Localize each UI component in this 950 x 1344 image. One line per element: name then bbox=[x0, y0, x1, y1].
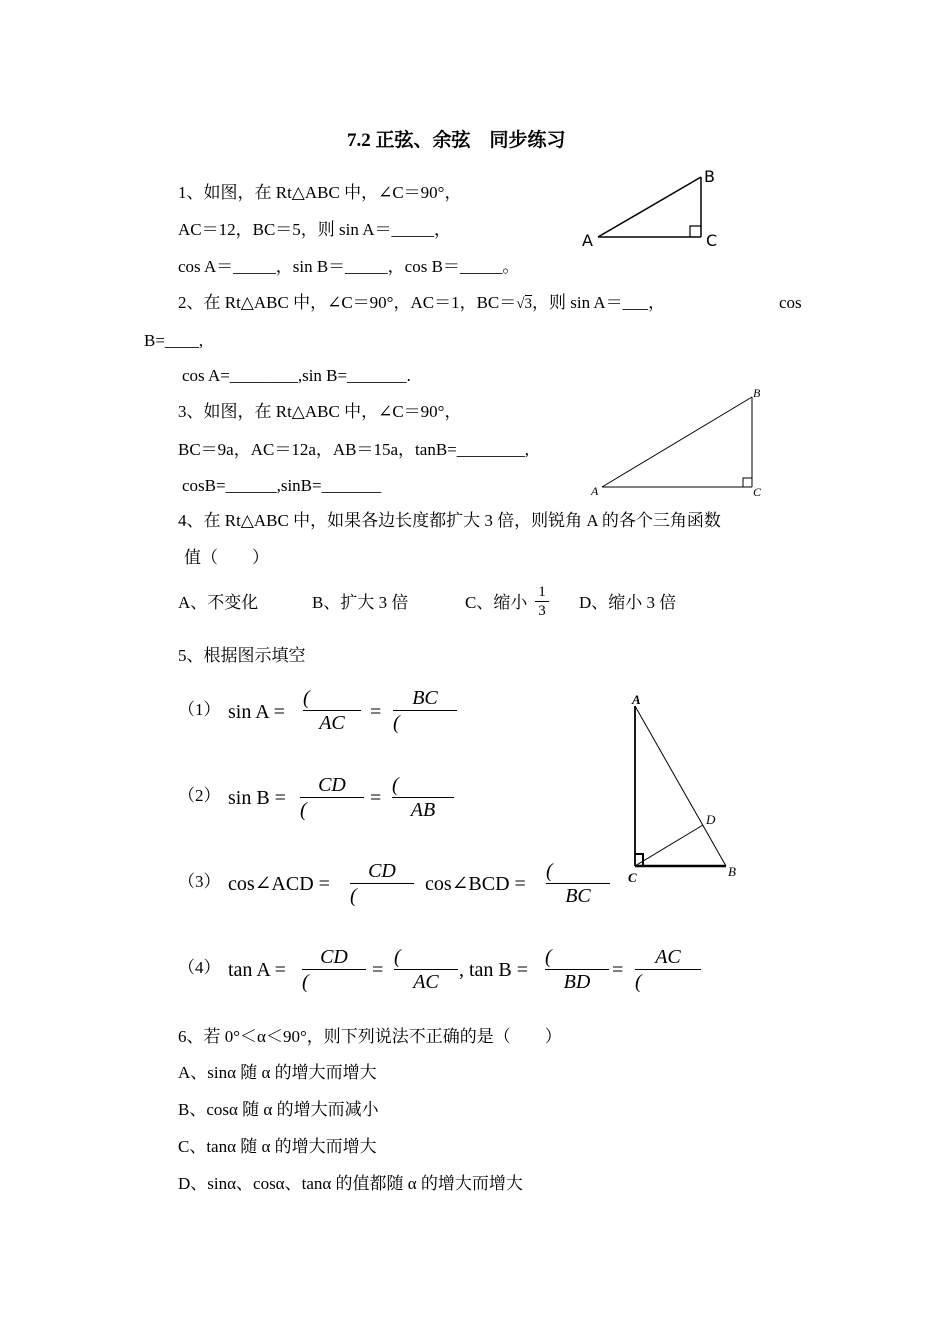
q5-part2-fraction2 bbox=[392, 773, 454, 822]
fraction-denominator: AB bbox=[410, 799, 436, 821]
q5-part3-fraction1 bbox=[350, 859, 414, 908]
q5-part1-fraction2 bbox=[393, 686, 457, 735]
fraction-denominator: ( bbox=[635, 971, 642, 993]
fraction-denominator: AC bbox=[319, 712, 345, 734]
sqrt-radicand: 3 bbox=[524, 296, 532, 312]
fraction-numerator: ( bbox=[303, 686, 361, 711]
q5-part3-fraction2 bbox=[546, 859, 610, 908]
q2-line3: cos A=________,sin B=_______. bbox=[182, 366, 411, 385]
fraction-numerator: ( bbox=[546, 859, 610, 884]
q2-line1-start: 2、在 Rt△ABC 中，∠C＝90°，AC＝1，BC＝ bbox=[178, 293, 517, 312]
q1-line2: AC＝12，BC＝5，则 sin A＝_____， bbox=[178, 220, 451, 239]
q1-label-b: B bbox=[704, 167, 715, 186]
q5-part2-fraction1 bbox=[300, 773, 364, 822]
q4-option-d: D、缩小 3 倍 bbox=[579, 593, 677, 612]
q5-part2-label: （2） bbox=[178, 786, 221, 805]
q6-option-a: A、sinα 随 α 的增大而增大 bbox=[178, 1063, 377, 1082]
q3-line1: 3、如图，在 Rt△ABC 中，∠C＝90°， bbox=[178, 402, 462, 421]
fraction-denominator: ( bbox=[393, 712, 400, 734]
q5-part3-lhs1: cos∠ACD = bbox=[228, 873, 330, 895]
q3-label-a: A bbox=[591, 484, 599, 498]
q5-part4-lhs1: tan A = bbox=[228, 959, 286, 981]
q5-part3-lhs2: cos∠BCD = bbox=[425, 873, 526, 895]
q5-part1-equals: = bbox=[370, 701, 382, 723]
q5-part3-label: （3） bbox=[178, 872, 221, 891]
q5-part4-equals1: = bbox=[372, 959, 384, 981]
fraction-numerator: ( bbox=[392, 773, 454, 798]
q1-line1: 1、如图，在 Rt△ABC 中，∠C＝90°， bbox=[178, 183, 462, 202]
page-title: 7.2 正弦、余弦 同步练习 bbox=[347, 130, 566, 151]
q5-part2-equals: = bbox=[370, 787, 382, 809]
fraction-numerator: BC bbox=[393, 686, 457, 711]
fraction-denominator: BC bbox=[565, 885, 591, 907]
fraction-numerator: ( bbox=[394, 945, 458, 970]
q3-triangle-figure bbox=[585, 383, 775, 503]
fraction-denominator: ( bbox=[350, 885, 357, 907]
q3-label-c: C bbox=[753, 485, 762, 499]
q2-line1-rest: ，则 sin A＝___， bbox=[532, 293, 666, 312]
q6-option-c: C、tanα 随 α 的增大而增大 bbox=[178, 1137, 377, 1156]
q3-line3: cosB=______,sinB=_______ bbox=[182, 476, 382, 495]
q5-part4-fraction3 bbox=[545, 945, 609, 994]
q6-option-d: D、sinα、cosα、tanα 的值都随 α 的增大而增大 bbox=[178, 1174, 523, 1193]
q6-stem: 6、若 0°＜α＜90°，则下列说法不正确的是（ ） bbox=[178, 1027, 562, 1046]
q4-option-c-fraction bbox=[535, 583, 549, 620]
q1-label-a: A bbox=[582, 231, 593, 250]
q5-part4-label: （4） bbox=[178, 958, 221, 977]
q5-part1-fraction1 bbox=[303, 686, 361, 735]
q2-line1-end: cos bbox=[779, 293, 802, 312]
q4-option-a: A、不变化 bbox=[178, 593, 259, 612]
q5-triangle-figure bbox=[625, 688, 755, 888]
fraction-denominator: 3 bbox=[538, 603, 546, 619]
fraction-numerator: CD bbox=[300, 773, 364, 798]
q5-part4-equals2: = bbox=[612, 959, 624, 981]
q5-part4-fraction2 bbox=[394, 945, 458, 994]
q4-option-c: C、缩小 bbox=[465, 593, 528, 612]
fraction-numerator: 1 bbox=[535, 583, 549, 602]
q4-line2: 值（ ） bbox=[184, 548, 269, 567]
q5-label-b: B bbox=[728, 864, 736, 879]
q3-label-b: B bbox=[753, 386, 761, 400]
q3-line2: BC＝9a，AC＝12a，AB＝15a，tanB=________, bbox=[178, 440, 529, 459]
q6-option-b: B、cosα 随 α 的增大而减小 bbox=[178, 1100, 379, 1119]
q1-line3: cos A＝_____，sin B＝_____，cos B＝_____。 bbox=[178, 257, 520, 276]
q5-part2-lhs: sin B = bbox=[228, 787, 286, 809]
q2-line2: B=____, bbox=[144, 331, 204, 350]
fraction-numerator: AC bbox=[635, 945, 701, 970]
fraction-numerator: CD bbox=[302, 945, 366, 970]
fraction-denominator: ( bbox=[302, 971, 309, 993]
q2-line1 bbox=[178, 293, 665, 314]
sqrt-symbol: √ bbox=[516, 296, 525, 312]
q5-part4-fraction1 bbox=[302, 945, 366, 994]
q5-heading: 5、根据图示填空 bbox=[178, 646, 306, 665]
q4-option-b: B、扩大 3 倍 bbox=[312, 593, 409, 612]
q5-part1-lhs: sin A = bbox=[228, 701, 285, 723]
fraction-numerator: CD bbox=[350, 859, 414, 884]
fraction-denominator: BD bbox=[563, 971, 591, 993]
q5-label-c: C bbox=[628, 870, 637, 885]
q5-label-a: A bbox=[632, 692, 641, 707]
q1-triangle-figure bbox=[580, 165, 730, 255]
fraction-numerator: ( bbox=[545, 945, 609, 970]
q5-part1-label: （1） bbox=[178, 700, 221, 719]
fraction-denominator: ( bbox=[300, 799, 307, 821]
q4-line1: 4、在 Rt△ABC 中，如果各边长度都扩大 3 倍，则锐角 A 的各个三角函数 bbox=[178, 511, 721, 530]
fraction-denominator: AC bbox=[413, 971, 439, 993]
q5-part4-tanb: , tan B = bbox=[459, 959, 529, 981]
q1-label-c: C bbox=[706, 231, 718, 250]
q5-part4-fraction4 bbox=[635, 945, 701, 994]
q5-label-d: D bbox=[706, 812, 716, 827]
